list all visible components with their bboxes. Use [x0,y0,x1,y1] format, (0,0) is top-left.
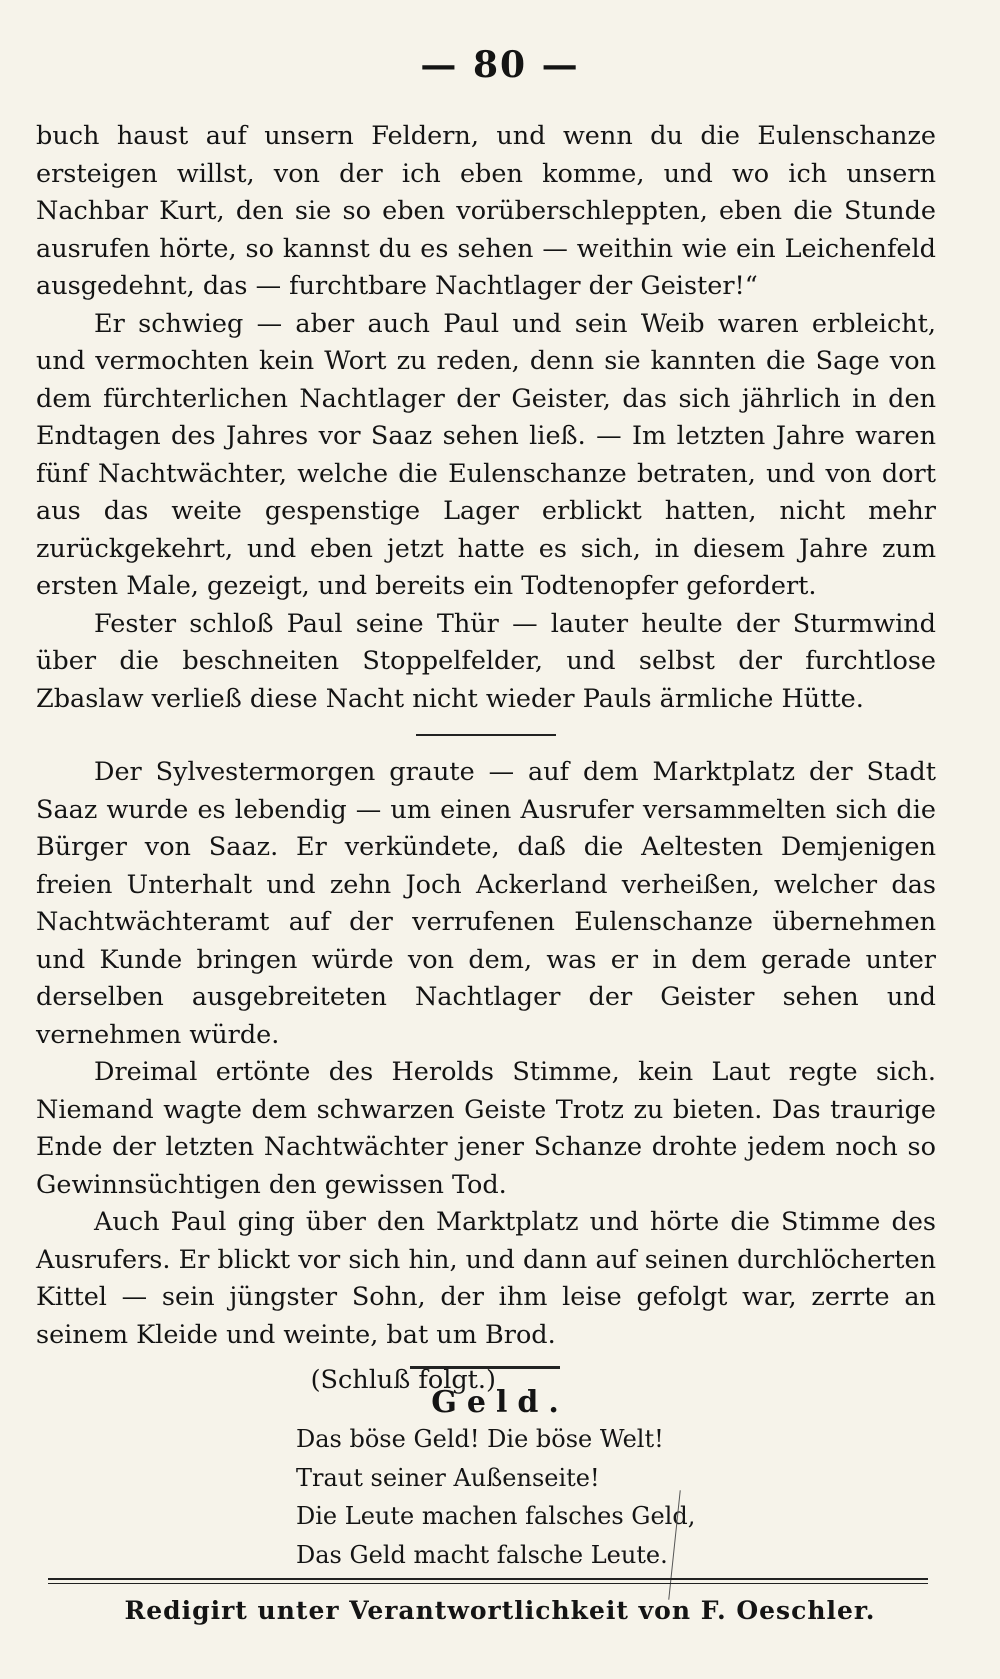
footer-rule-thin [48,1583,928,1584]
paragraph: Auch Paul ging über den Marktplatz und hörte die Stimme des Ausrufers. Er blickt vor sich hin, und dann auf seinen durchlöcherten Kittel — sein jüngster Sohn, der ihm leise gefolgt war, zerrte an seinem Kleide und weinte, bat um Brod. [36,1207,936,1350]
poem-title: Geld. [431,1385,569,1420]
paragraph: Fester schloß Paul seine Thür — lauter heulte der Sturmwind über die beschneiten Stoppelfelder, und selbst der furchtlose Zbaslaw verließ diese Nacht nicht wieder Pauls ärmliche Hütte. [36,608,936,714]
poem-line: Die Leute machen falsches Geld, [296,1502,696,1530]
poem-line: Das böse Geld! Die böse Welt! [296,1425,664,1453]
poem-divider [410,1366,560,1369]
continuation-note: (Schluß folgt.) [310,1365,496,1395]
poem [296,1420,716,1574]
section-divider [416,734,556,736]
poem-line: Traut seiner Außenseite! [296,1463,600,1492]
page-number: — 80 — [420,44,580,86]
paragraph: Dreimal ertönte des Herolds Stimme, kein Laut regte sich. Niemand wagte dem schwarzen Geiste Trotz zu bieten. Das traurige Ende der letzten Nachtwächter jener Schanze drohte jedem noch so Gewinnsüchtigen den gewissen Tod. [36,1057,936,1200]
paragraph: Er schwieg — aber auch Paul und sein Weib waren erbleicht, und vermochten kein Wort zu reden, denn sie kannten die Sage von dem fürchterlichen Nachtlager der Geister, das sich jährlich in den Endtagen des Jahres vor Saaz sehen ließ. — Im letzten Jahre waren fünf Nachtwächter, welche die Eulenschanze betraten, und von dort aus das weite gespenstige Lager erblickt hatten, nicht mehr zurückgekehrt, und eben jetzt hatte es sich, in diesem Jahre zum ersten Male, gezeigt, und bereits ein Todtenopfer gefordert. [36,308,936,601]
paragraph: Der Sylvestermorgen graute — auf dem Marktplatz der Stadt Saaz wurde es lebendig — um einen Ausrufer versammelten sich die Bürger von Saaz. Er verkündete, daß die Aeltesten Demjenigen freien Unterhalt und zehn Joch Ackerland verheißen, welcher das Nachtwächteramt auf der verrufenen Eulenschanze übernehmen und Kunde bringen würde von dem, was er in dem gerade unter derselben ausgebreiteten Nachtlager der Geister sehen und vernehmen würde. [36,757,936,1050]
editor-imprint: Redigirt unter Verantwortlichkeit von F. Oeschler. [124,1596,876,1625]
poem-line: Das Geld macht falsche Leute. [296,1540,668,1569]
paragraph: buch haust auf unsern Feldern, und wenn du die Eulenschanze ersteigen willst, von der ich eben komme, und wo ich unsern Nachbar Kurt, den sie so eben vorüberschleppten, eben die Stunde ausrufen hörte, so kannst du es sehen — weithin wie ein Leichenfeld ausgedehnt, das — furchtbare Nachtlager der Geister!“ [36,121,936,301]
footer-rule [48,1578,928,1580]
article-body [36,118,936,1400]
